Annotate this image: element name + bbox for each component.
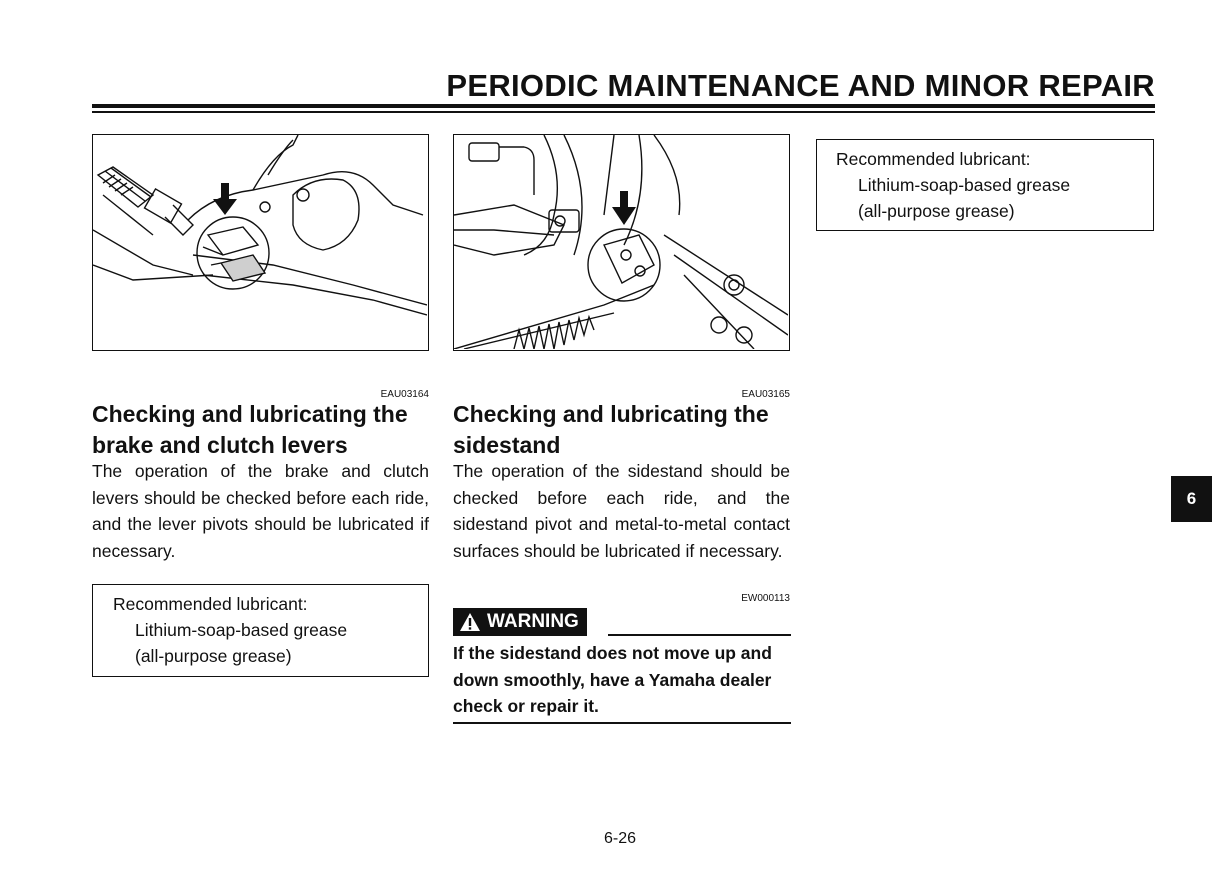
lubricant-line1: Lithium-soap-based grease bbox=[135, 620, 348, 640]
warning-bottom-rule bbox=[453, 722, 791, 724]
left-heading-line1: Checking and lubricating the bbox=[92, 401, 408, 427]
left-section-body: The operation of the brake and clutch levers should be checked before each ride, and the lever pivots should be lubricated if necessary. bbox=[92, 461, 429, 561]
lubricant-line1: Lithium-soap-based grease bbox=[858, 175, 1071, 195]
lubricant-label: Recommended lubricant: bbox=[836, 149, 1031, 169]
warning-code: EW000113 bbox=[741, 593, 790, 604]
header-rule-thick bbox=[92, 104, 1155, 108]
middle-heading-line2: sidestand bbox=[453, 432, 561, 458]
lever-drawing bbox=[93, 135, 427, 349]
lubricant-label: Recommended lubricant: bbox=[113, 594, 308, 614]
warning-top-rule bbox=[608, 634, 791, 636]
left-lubricant-box bbox=[92, 584, 429, 677]
sidestand-illustration bbox=[453, 134, 790, 351]
page-title: PERIODIC MAINTENANCE AND MINOR REPAIR bbox=[446, 68, 1155, 103]
middle-heading-line1: Checking and lubricating the bbox=[453, 401, 769, 427]
lubricant-line2: (all-purpose grease) bbox=[858, 201, 1015, 221]
left-section-heading bbox=[92, 399, 437, 461]
warning-text: If the sidestand does not move up and down smoothly, have a Yamaha dealer check or repair it. bbox=[453, 643, 772, 716]
sidestand-drawing bbox=[454, 135, 788, 349]
middle-section-heading bbox=[453, 399, 798, 461]
right-lubricant-box bbox=[816, 139, 1154, 231]
chapter-tab: 6 bbox=[1171, 476, 1212, 522]
lever-illustration bbox=[92, 134, 429, 351]
lubricant-line2: (all-purpose grease) bbox=[135, 646, 292, 666]
page-number: 6-26 bbox=[603, 830, 637, 847]
left-heading-line2: brake and clutch levers bbox=[92, 432, 348, 458]
warning-label: WARNING bbox=[487, 611, 579, 632]
warning-triangle-icon bbox=[459, 612, 481, 632]
warning-badge bbox=[453, 608, 587, 636]
header-rule-thin bbox=[92, 111, 1155, 113]
middle-section-body: The operation of the sidestand should be checked before each ride, and the sidestand pivot and metal-to-metal contact surfaces should be lubricated if necessary. bbox=[453, 461, 790, 561]
middle-section-code: EAU03165 bbox=[741, 389, 790, 400]
left-section-code: EAU03164 bbox=[380, 389, 429, 400]
